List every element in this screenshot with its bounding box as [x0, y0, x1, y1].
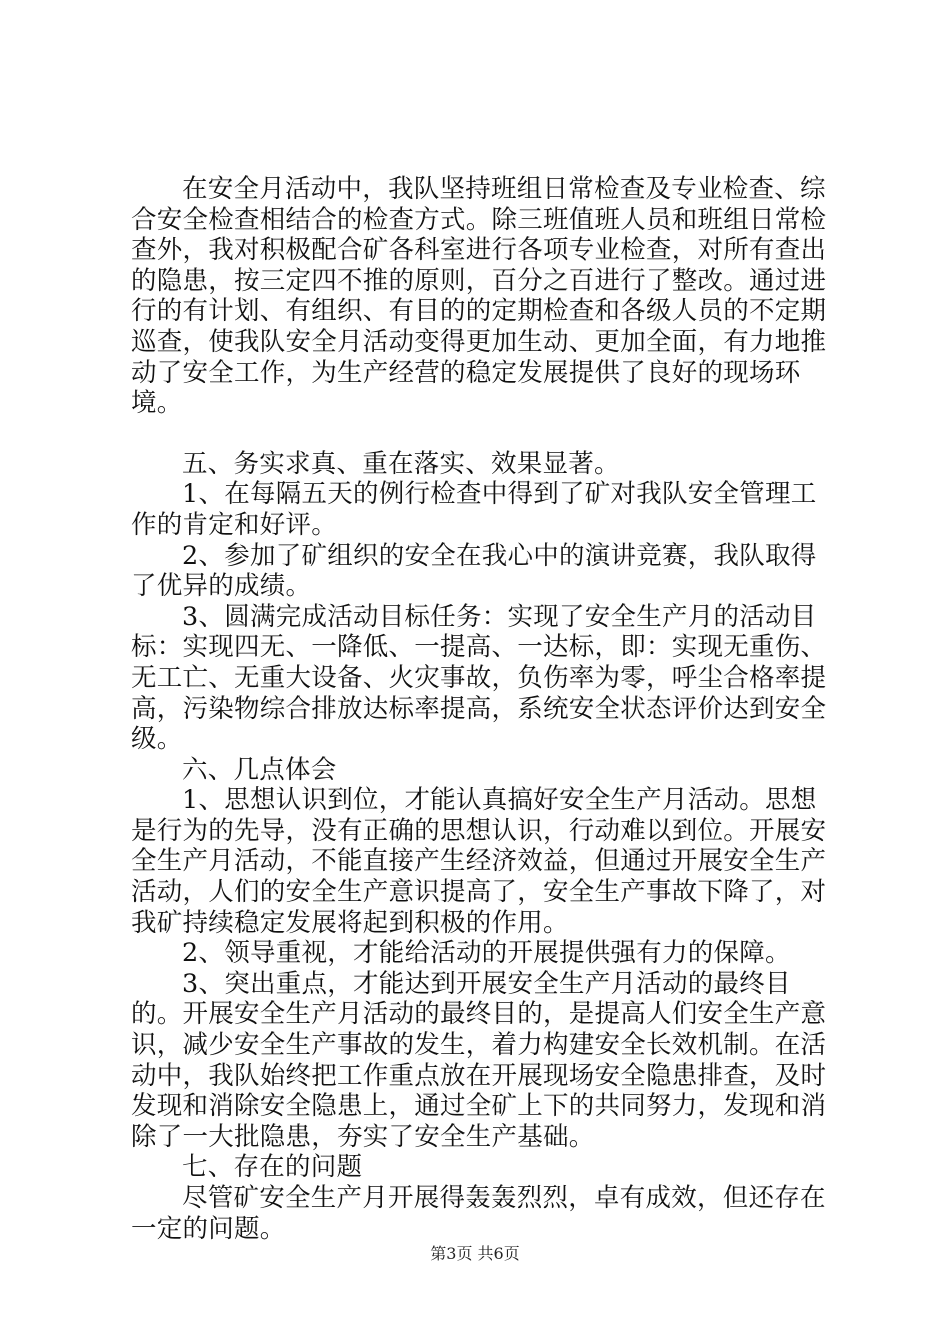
- section-heading: 五、务实求真、重在落实、效果显著。: [182, 448, 620, 479]
- paragraph: 1、在每隔五天的例行检查中得到了矿对我队安全管理工作的肯定和好评。: [131, 479, 817, 540]
- section-heading: 七、存在的问题: [182, 1152, 363, 1183]
- paragraph: 2、领导重视，才能给活动的开展提供强有力的保障。: [182, 938, 791, 969]
- paragraph: 2、参加了矿组织的安全在我心中的演讲竞赛，我队取得了优异的成绩。: [131, 540, 817, 602]
- section-heading: 六、几点体会: [182, 754, 337, 785]
- paragraph: 在安全月活动中，我队坚持班组日常检查及专业检查、综合安全检查相结合的检查方式。除三班值班人员和班组日常检查外，我对积极配合矿各科室进行各项专业检查，对所有查出的隐患，按三定四不推的原则，百分之百进行了整改。通过进行的有计划、有组织、有目的的定期检查和各级人员的不定期巡查，使我队安全月活动变得更加生动、更加全面，有力地推动了安全工作，为生产经营的稳定发展提供了良好的现场环境。: [131, 174, 827, 419]
- paragraph: 尽管矿安全生产月开展得轰轰烈烈，卓有成效，但还存在一定的问题。: [131, 1183, 826, 1244]
- page-number-footer: 第3页 共6页: [430, 1244, 520, 1263]
- paragraph: 3、圆满完成活动目标任务：实现了安全生产月的活动目标：实现四无、一降低、一提高、一达标，即：实现无重伤、无工亡、无重大设备、火灾事故，负伤率为零，呼尘合格率提高，污染物综合排放达标率提高，系统安全状态评价达到安全级。: [131, 601, 827, 755]
- paragraph: 1、思想认识到位，才能认真搞好安全生产月活动。思想是行为的先导，没有正确的思想认识，行动难以到位。开展安全生产月活动，不能直接产生经济效益，但通过开展安全生产活动，人们的安全生产意识提高了，安全生产事故下降了，对我矿持续稳定发展将起到积极的作用。: [131, 785, 827, 938]
- document-body: [131, 174, 831, 1244]
- paragraph: 3、突出重点，才能达到开展安全生产月活动的最终目的。开展安全生产月活动的最终目的，是提高人们安全生产意识，减少安全生产事故的发生，着力构建安全长效机制。在活动中，我队始终把工作重点放在开展现场安全隐患排查，及时发现和消除安全隐患上，通过全矿上下的共同努力，发现和消除了一大批隐患，夯实了安全生产基础。: [131, 968, 827, 1152]
